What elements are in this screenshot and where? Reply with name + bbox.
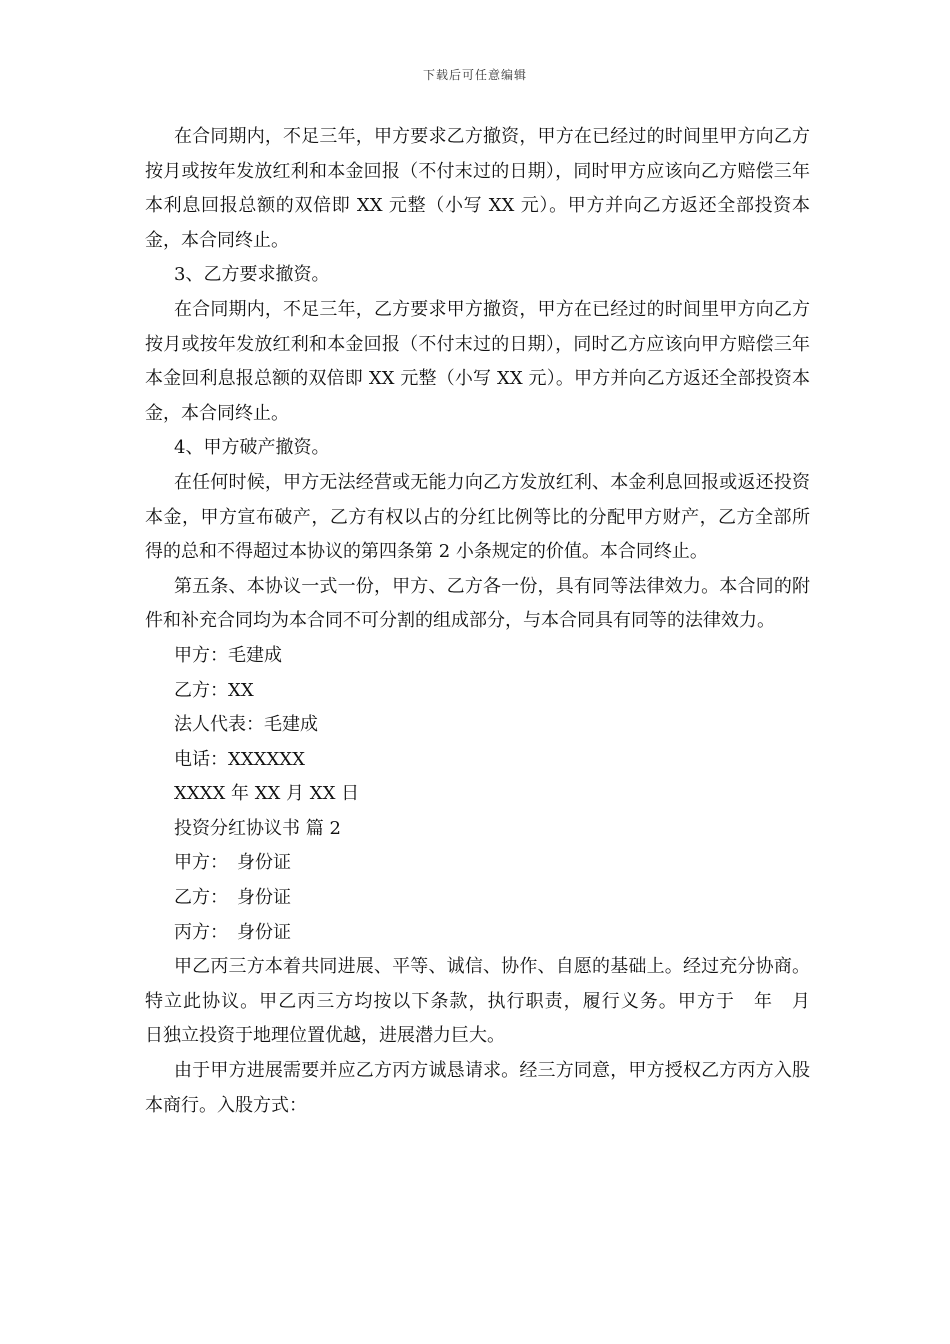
paragraph-bankruptcy-terms: 在任何时候，甲方无法经营或无能力向乙方发放红利、本金利息回报或返还投资本金，甲方宣布破产，乙方有权以占的分红比例等比的分配甲方财产，乙方全部所得的总和不得超过本协议的第四条第 2 小条规定的价值。本合同终止。 xyxy=(145,471,810,563)
signature-phone: 电话：XXXXXX xyxy=(174,748,305,770)
paragraph-agreement-intro: 甲乙丙三方本着共同进展、平等、诚信、协作、自愿的基础上。经过充分协商。特立此协议。甲乙丙三方均按以下条款，执行职责，履行义务。甲方于 年 月 日独立投资于地理位置优越，进展潜力巨大。 xyxy=(145,956,828,1047)
section-title-part-2: 投资分红协议书 篇 2 xyxy=(174,817,341,839)
clause-heading-3: 3、乙方要求撤资。 xyxy=(174,264,330,286)
clause-heading-4: 4、甲方破产撤资。 xyxy=(174,437,330,459)
signature-legal-representative: 法人代表：毛建成 xyxy=(174,714,318,736)
signature-date: XXXX 年 XX 月 XX 日 xyxy=(174,783,360,805)
party-b-id-line: 乙方： 身份证 xyxy=(174,887,291,909)
signature-party-a: 甲方：毛建成 xyxy=(174,644,282,666)
paragraph-share-entry: 由于甲方进展需要并应乙方丙方诚恳请求。经三方同意，甲方授权乙方丙方入股本商行。入股方式： xyxy=(145,1060,810,1116)
page-header-note: 下载后可任意编辑 xyxy=(422,68,527,82)
document-body xyxy=(145,120,828,1123)
signature-party-b: 乙方：XX xyxy=(174,679,254,701)
paragraph-party-b-withdrawal-terms: 在合同期内，不足三年，乙方要求甲方撤资，甲方在已经过的时间里甲方向乙方按月或按年发放红利和本金回报（不付末过的日期），同时乙方应该向甲方赔偿三年本金回利息报总额的双倍即 XX 元整（小写 XX 元）。甲方并向乙方返还全部投资本金，本合同终止。 xyxy=(145,298,810,424)
paragraph-party-a-withdrawal-terms: 在合同期内，不足三年，甲方要求乙方撤资，甲方在已经过的时间里甲方向乙方按月或按年发放红利和本金回报（不付末过的日期），同时甲方应该向乙方赔偿三年本利息回报总额的双倍即 XX 元整（小写 XX 元）。甲方并向乙方返还全部投资本金，本合同终止。 xyxy=(145,126,810,251)
party-a-id-line: 甲方： 身份证 xyxy=(174,852,291,874)
party-c-id-line: 丙方： 身份证 xyxy=(174,921,291,943)
paragraph-article-five: 第五条、本协议一式一份，甲方、乙方各一份，具有同等法律效力。本合同的附件和补充合同均为本合同不可分割的组成部分，与本合同具有同等的法律效力。 xyxy=(145,575,810,632)
